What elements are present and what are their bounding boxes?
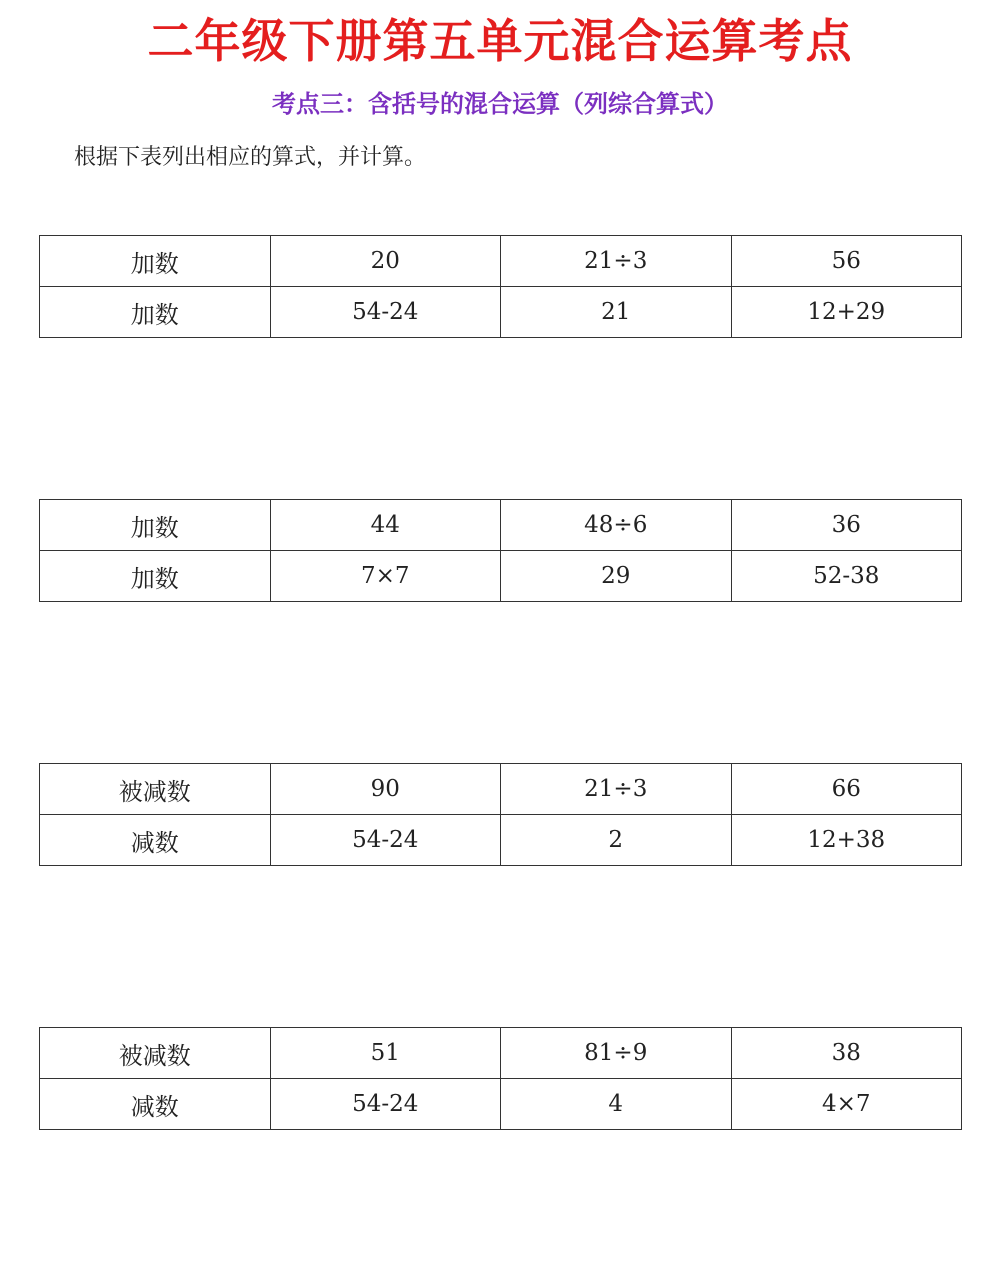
table-cell: 54-24 (270, 287, 501, 338)
table-cell: 4 (501, 1079, 732, 1130)
table-cell: 20 (270, 236, 501, 287)
table-row (40, 1028, 962, 1079)
table-cell: 90 (270, 764, 501, 815)
table-row (40, 287, 962, 338)
table-cell: 21÷3 (501, 764, 732, 815)
table-cell: 36 (731, 500, 962, 551)
table-row (40, 815, 962, 866)
table-cell: 12+38 (731, 815, 962, 866)
table-row (40, 551, 962, 602)
table-cell: 21÷3 (501, 236, 732, 287)
operand-table-2 (39, 499, 962, 602)
table-row (40, 236, 962, 287)
table-row (40, 764, 962, 815)
page-title: 二年级下册第五单元混合运算考点 (147, 14, 853, 68)
table-cell: 56 (731, 236, 962, 287)
instruction-text: 根据下表列出相应的算式，并计算。 (74, 145, 427, 170)
operand-table-3 (39, 763, 962, 866)
table-cell: 51 (270, 1028, 501, 1079)
table-cell: 54-24 (270, 815, 501, 866)
table-cell: 2 (501, 815, 732, 866)
row-label: 被减数 (40, 764, 271, 815)
table-cell: 66 (731, 764, 962, 815)
table-cell: 48÷6 (501, 500, 732, 551)
table-cell: 4×7 (731, 1079, 962, 1130)
table-cell: 81÷9 (501, 1028, 732, 1079)
table-cell: 7×7 (270, 551, 501, 602)
row-label: 减数 (40, 1079, 271, 1130)
row-label: 加数 (40, 500, 271, 551)
table-cell: 38 (731, 1028, 962, 1079)
table-cell: 44 (270, 500, 501, 551)
table-cell: 52-38 (731, 551, 962, 602)
row-label: 加数 (40, 236, 271, 287)
operand-table-4 (39, 1027, 962, 1130)
row-label: 减数 (40, 815, 271, 866)
table-row (40, 500, 962, 551)
table-cell: 29 (501, 551, 732, 602)
row-label: 被减数 (40, 1028, 271, 1079)
row-label: 加数 (40, 551, 271, 602)
operand-table-1 (39, 235, 962, 338)
table-row (40, 1079, 962, 1130)
table-cell: 54-24 (270, 1079, 501, 1130)
table-cell: 12+29 (731, 287, 962, 338)
table-cell: 21 (501, 287, 732, 338)
row-label: 加数 (40, 287, 271, 338)
page-subtitle: 考点三：含括号的混合运算（列综合算式） (272, 90, 728, 118)
